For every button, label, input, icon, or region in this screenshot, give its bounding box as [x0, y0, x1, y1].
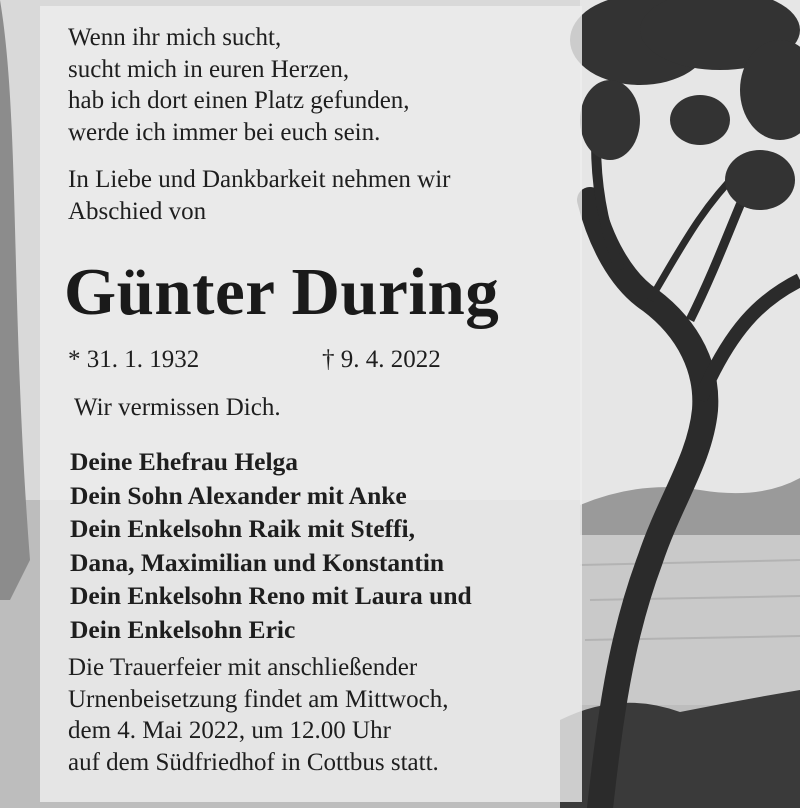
farewell-line: Wir vermissen Dich. — [74, 394, 281, 421]
birth-date: * 31. 1. 1932 — [68, 346, 200, 373]
notice-line: dem 4. Mai 2022, um 12.00 Uhr — [68, 717, 391, 744]
family-member: Dein Enkelsohn Eric — [70, 614, 296, 644]
poem-line: werde ich immer bei euch sein. — [68, 118, 381, 146]
notice-line: Die Trauerfeier mit anschließender — [68, 654, 418, 681]
intro-line: Abschied von — [68, 197, 207, 225]
deceased-name: Günter During — [64, 255, 500, 329]
intro-line: In Liebe und Dankbarkeit nehmen wir — [68, 166, 451, 193]
family-member: Dana, Maximilian und Konstantin — [70, 547, 445, 577]
family-member: Dein Sohn Alexander mit Anke — [70, 480, 407, 510]
funeral-notice — [68, 652, 448, 778]
poem — [68, 22, 410, 148]
poem-line: Wenn ihr mich sucht, — [68, 24, 282, 51]
family-member: Dein Enkelsohn Raik mit Steffi, — [70, 514, 415, 543]
family-member: Deine Ehefrau Helga — [70, 447, 299, 476]
family-list — [70, 445, 472, 646]
poem-line: hab ich dort einen Platz gefunden, — [68, 87, 410, 114]
death-date: † 9. 4. 2022 — [322, 346, 441, 373]
notice-line: auf dem Südfriedhof in Cottbus statt. — [68, 748, 439, 776]
poem-line: sucht mich in euren Herzen, — [68, 55, 350, 83]
intro — [68, 164, 451, 227]
family-member: Dein Enkelsohn Reno mit Laura und — [70, 581, 472, 610]
notice-line: Urnenbeisetzung findet am Mittwoch, — [68, 685, 449, 713]
